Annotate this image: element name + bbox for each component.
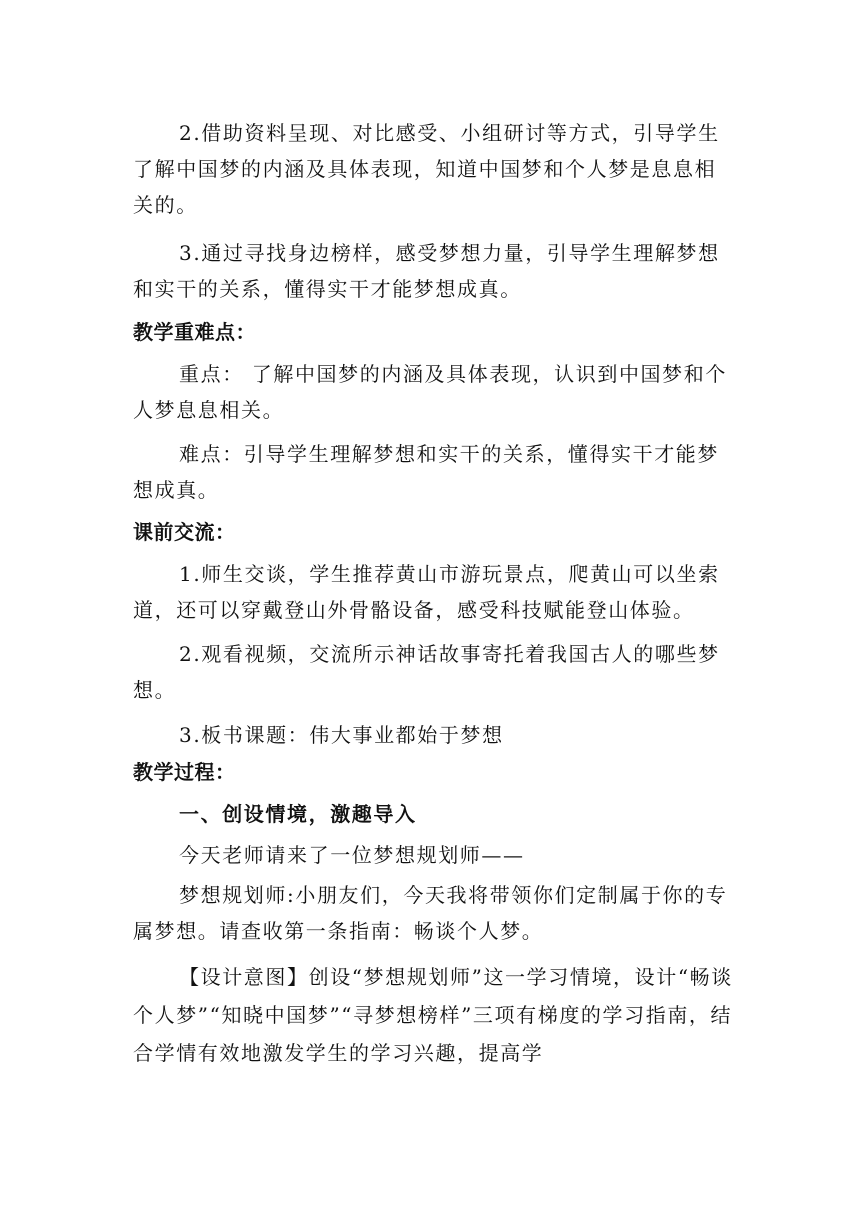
objective-3: 3.通过寻找身边榜样，感受梦想力量，引导学生理解梦想和实干的关系，懂得实干才能梦想成真。 <box>133 241 720 301</box>
pre-class-item-2: 2.观看视频，交流所示神话故事寄托着我国古人的哪些梦想。 <box>133 642 720 702</box>
design-intent: 【设计意图】创设“梦想规划师”这一学习情境，设计“畅谈个人梦”“知晓中国梦”“寻梦想榜样”三项有梯度的学习指南，结合学情有效地激发学生的学习兴趣，提高学 <box>133 965 733 1065</box>
pre-class-item-3: 3.板书课题：伟大事业都始于梦想 <box>179 723 504 747</box>
section-title: 一、创设情境，激趣导入 <box>179 802 417 826</box>
planner-speech: 梦想规划师:小朋友们，今天我将带领你们定制属于你的专属梦想。请查收第一条指南：畅谈个人梦。 <box>133 883 728 943</box>
pre-class-heading: 课前交流： <box>133 520 236 544</box>
pre-class-item-1: 1.师生交谈，学生推荐黄山市游玩景点，爬黄山可以坐索道，还可以穿戴登山外骨骼设备，感受科技赋能登山体验。 <box>133 562 720 622</box>
intro-text: 今天老师请来了一位梦想规划师—— <box>179 843 525 867</box>
key-point-difficult: 难点：引导学生理解梦想和实干的关系，懂得实干才能梦想成真。 <box>133 442 719 502</box>
objective-2: 2.借助资料呈现、对比感受、小组研讨等方式，引导学生了解中国梦的内涵及具体表现，知道中国梦和个人梦是息息相关的。 <box>133 121 720 217</box>
process-heading: 教学过程： <box>133 760 236 784</box>
key-point-important: 重点： 了解中国梦的内涵及具体表现，认识到中国梦和个人梦息息相关。 <box>133 362 727 422</box>
key-points-heading: 教学重难点： <box>133 320 256 344</box>
